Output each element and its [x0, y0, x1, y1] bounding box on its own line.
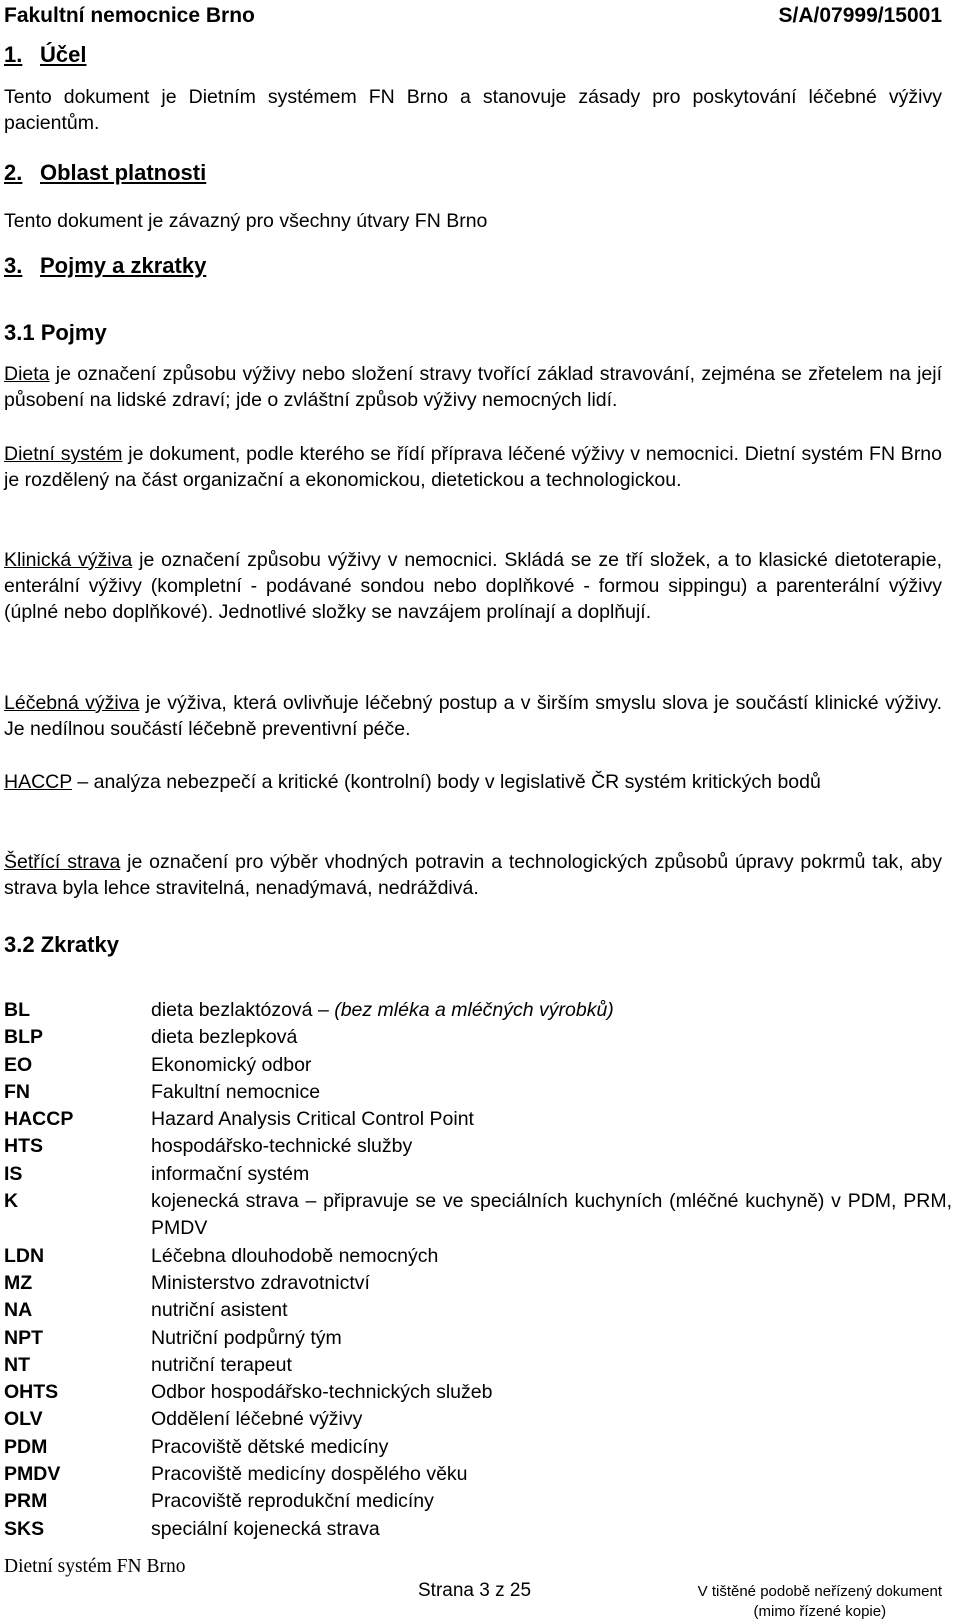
- definition-dieta: [4, 361, 942, 413]
- abbreviation-row: [4, 1024, 952, 1051]
- abbreviation-row: [4, 1406, 952, 1433]
- abbreviation-definition: informační systém: [151, 1162, 310, 1185]
- abbreviation-definition: hospodářsko-technické služby: [151, 1135, 413, 1158]
- abbreviation-definition: Pracoviště dětské medicíny: [151, 1435, 389, 1458]
- section-heading-oblast: [4, 160, 206, 186]
- section-number: 3.: [4, 253, 23, 278]
- abbreviation-row: [4, 1434, 952, 1461]
- abbreviation: LDN: [4, 1244, 45, 1267]
- paragraph-ucel: Tento dokument je Dietním systémem FN Brno a stanovuje zásady pro poskytování léčebné výživy pacientům.: [4, 86, 942, 134]
- definition-text: je označení způsobu výživy v nemocnici. Skládá se ze tří složek, a to klasické dietoterapie, enterální výživy (kompletní - podávané sondou nebo doplňkové - formou sippingu) a parenterální výživy (úplné nebo doplňkové). Jednotlivé složky se navzájem prolínají a doplňují.: [4, 549, 942, 623]
- abbreviation-row: [4, 1133, 952, 1160]
- abbreviation-row: [4, 1488, 952, 1515]
- abbreviation-row: [4, 1161, 952, 1188]
- abbreviation-definition: nutriční terapeut: [151, 1353, 292, 1376]
- abbreviation: NPT: [4, 1326, 43, 1349]
- definition-setrici-strava: [4, 849, 942, 901]
- footer-note: [698, 1582, 942, 1622]
- abbreviation: PMDV: [4, 1463, 61, 1486]
- term: Dietní systém: [4, 443, 123, 465]
- abbreviation-definition: Odbor hospodářsko-technických služeb: [151, 1381, 493, 1404]
- term: Klinická výživa: [4, 549, 133, 571]
- abbreviation: IS: [4, 1162, 23, 1185]
- abbreviation-row: [4, 1325, 952, 1352]
- abbreviation-definition: Nutriční podpůrný tým: [151, 1326, 342, 1349]
- definition-note: (bez mléka a mléčných výrobků): [334, 999, 614, 1021]
- definition-lecebna-vyziva: [4, 690, 942, 742]
- section-title: Oblast platnosti: [40, 160, 207, 185]
- abbreviation-definition: Pracoviště reprodukční medicíny: [151, 1490, 434, 1513]
- abbreviation-definition: Ministerstvo zdravotnictví: [151, 1271, 370, 1294]
- abbreviation-row: [4, 997, 952, 1024]
- abbreviation-row: [4, 1052, 952, 1079]
- section-number: 1.: [4, 42, 23, 67]
- paragraph-oblast: Tento dokument je závazný pro všechny útvary FN Brno: [4, 210, 488, 232]
- definition-dietni-system: [4, 441, 942, 493]
- definition-text: je označení pro výběr vhodných potravin a technologických způsobů úpravy pokrmů tak, aby strava byla lehce stravitelná, nenadýmavá, nedráždivá.: [4, 851, 942, 899]
- abbreviation: BL: [4, 999, 30, 1021]
- abbreviation-row: [4, 1297, 952, 1324]
- abbreviation: HTS: [4, 1135, 43, 1158]
- abbreviation: PDM: [4, 1435, 48, 1458]
- section-title: Účel: [40, 42, 87, 67]
- abbreviation-definition: Pracoviště medicíny dospělého věku: [151, 1463, 468, 1486]
- abbreviation-definition: dieta bezlepková: [151, 1026, 298, 1049]
- abbreviation: PRM: [4, 1490, 48, 1513]
- abbreviation: K: [4, 1190, 19, 1213]
- definition-text: – analýza nebezpečí a kritické (kontrolní) body v legislativě ČR systém kritických bodů: [71, 771, 821, 793]
- abbreviation-row: [4, 1188, 952, 1243]
- abbreviation: MZ: [4, 1271, 33, 1294]
- abbreviation: NT: [4, 1353, 30, 1376]
- abbreviation-row: [4, 1379, 952, 1406]
- document-id: S/A/07999/15001: [778, 4, 942, 27]
- definition-haccp: [4, 769, 942, 795]
- page-number: Strana 3 z 25: [418, 1580, 532, 1601]
- abbreviation-row: [4, 1243, 952, 1270]
- footer-note-line: V tištěné podobě neřízený dokument: [697, 1583, 942, 1600]
- abbreviation: SKS: [4, 1517, 45, 1540]
- abbreviation: NA: [4, 1299, 33, 1322]
- abbreviation-definition: Fakultní nemocnice: [151, 1080, 321, 1103]
- abbreviation: OLV: [4, 1408, 43, 1431]
- abbreviation-definition: kojenecká strava – připravuje se ve speciálních kuchyních (mléčné kuchyně) v PDM, PRM, PMDV: [151, 1190, 952, 1240]
- abbreviation-row: [4, 1270, 952, 1297]
- abbreviation-definition: Ekonomický odbor: [151, 1053, 312, 1076]
- term: Šetřící strava: [4, 851, 121, 873]
- abbreviation: EO: [4, 1053, 33, 1076]
- abbreviation-definition: speciální kojenecká strava: [151, 1517, 380, 1540]
- abbreviation-row: [4, 1516, 952, 1543]
- abbreviation: BLP: [4, 1026, 43, 1049]
- section-heading-ucel: [4, 42, 86, 68]
- abbreviation-definition: Oddělení léčebné výživy: [151, 1408, 363, 1431]
- abbreviation-row: [4, 1079, 952, 1106]
- subheading-pojmy: 3.1 Pojmy: [4, 320, 107, 345]
- abbreviation: FN: [4, 1080, 30, 1103]
- abbreviation-list: [4, 997, 952, 1543]
- abbreviation-definition: Hazard Analysis Critical Control Point: [151, 1108, 474, 1131]
- abbreviation-definition: Léčebna dlouhodobě nemocných: [151, 1244, 439, 1267]
- abbreviation-definition: dieta bezlaktózová – (bez mléka a mléčných výrobků): [151, 999, 614, 1021]
- page-header: [4, 4, 942, 30]
- section-heading-pojmy-zkratky: [4, 253, 206, 279]
- abbreviation-definition: nutriční asistent: [151, 1299, 288, 1322]
- definition-text: je dokument, podle kterého se řídí příprava léčené výživy v nemocnici. Dietní systém FN Brno je rozdělený na část organizační a ekonomickou, dietetickou a technologickou.: [4, 443, 943, 491]
- footer-document-name: Dietní systém FN Brno: [4, 1556, 186, 1577]
- org-name: Fakultní nemocnice Brno: [4, 4, 255, 27]
- term: HACCP: [4, 771, 72, 793]
- definition-text: je výživa, která ovlivňuje léčebný postup a v širším smyslu slova je součástí klinické výživy. Je nedílnou součástí léčebně preventivní péče.: [4, 692, 942, 740]
- section-title: Pojmy a zkratky: [40, 253, 207, 278]
- definition-text: je označení způsobu výživy nebo složení stravy tvořící základ stravování, zejména se zřetelem na její působení na lidské zdraví; jde o zvláštní způsob výživy nemocných lidí.: [4, 363, 942, 411]
- abbreviation-row: [4, 1352, 952, 1379]
- abbreviation: OHTS: [4, 1381, 59, 1404]
- subheading-zkratky: 3.2 Zkratky: [4, 932, 119, 957]
- abbreviation-row: [4, 1106, 952, 1133]
- section-number: 2.: [4, 160, 23, 185]
- abbreviation: HACCP: [4, 1108, 74, 1131]
- footer-note-line: (mimo řízené kopie): [753, 1603, 887, 1620]
- definition-klinicka-vyziva: [4, 547, 942, 625]
- term: Léčebná výživa: [4, 692, 140, 714]
- term: Dieta: [4, 363, 50, 385]
- abbreviation-row: [4, 1461, 952, 1488]
